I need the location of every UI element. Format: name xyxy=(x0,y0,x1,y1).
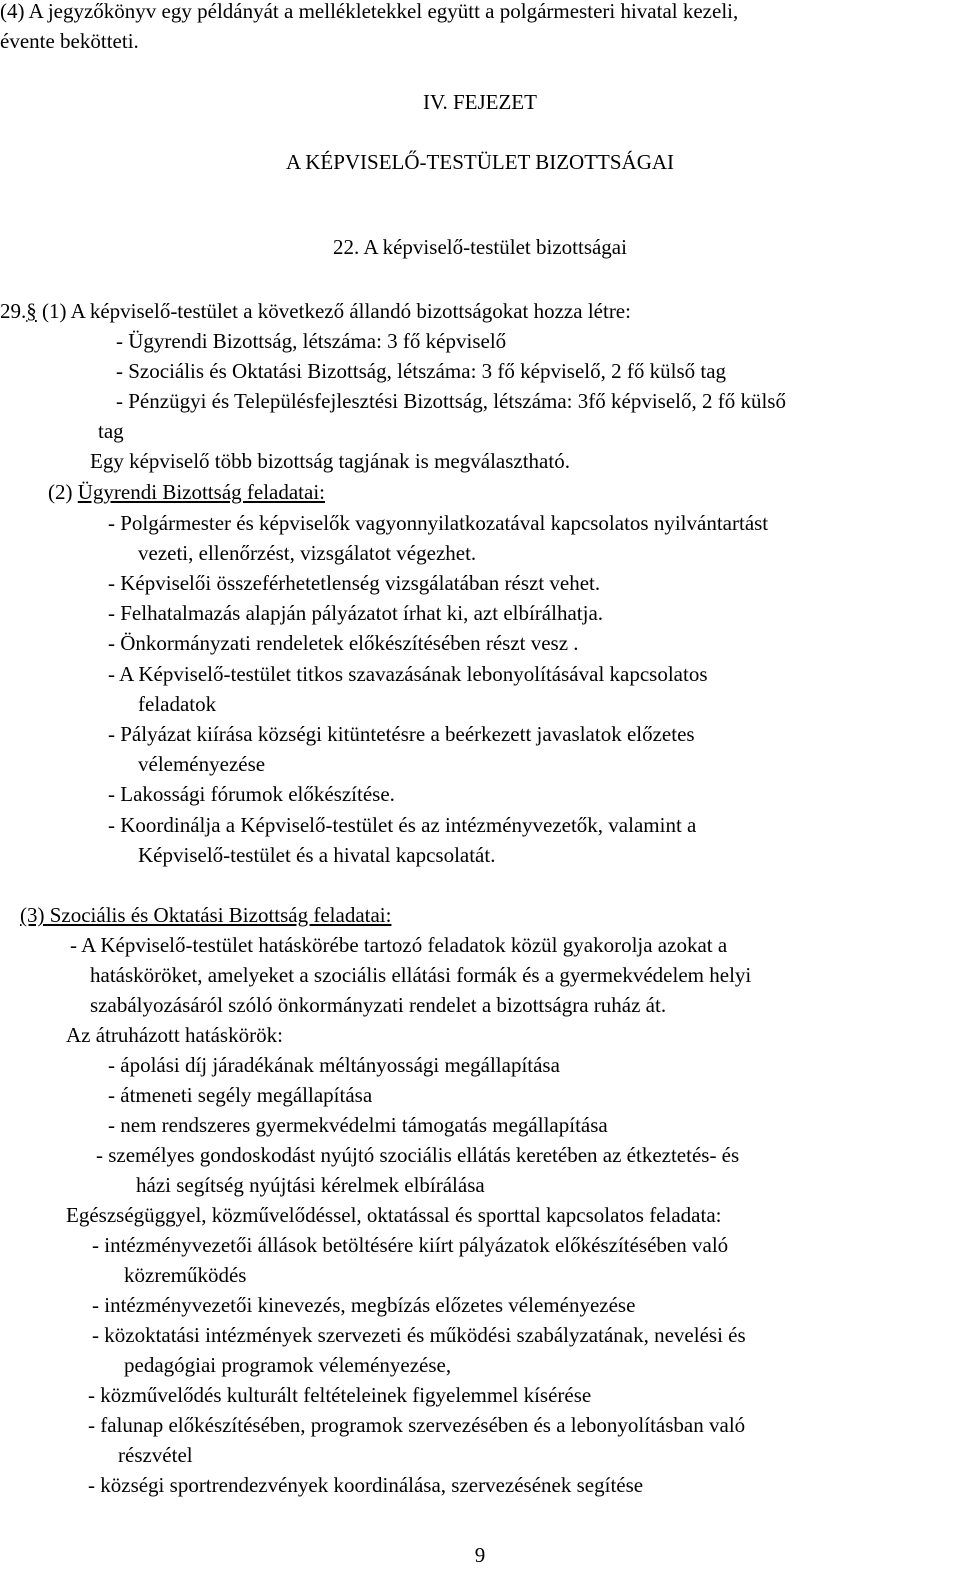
section-2-prefix: (2) xyxy=(48,480,78,504)
section-3-heading: (3) Szociális és Oktatási Bizottság feladatai: xyxy=(20,903,392,927)
health-item: - intézményvezetői kinevezés, megbízás előzetes véleményezése xyxy=(92,1293,636,1317)
section-2-title: Ügyrendi Bizottság feladatai: xyxy=(77,480,326,504)
task-line: - Felhatalmazás alapján pályázatot írhat ki, azt elbírálhatja. xyxy=(108,601,604,625)
committee-item-cont: tag xyxy=(98,419,124,443)
committee-item: - Ügyrendi Bizottság, létszáma: 3 fő képviselő xyxy=(116,329,507,353)
task-line-cont: vezeti, ellenőrzést, vizsgálatot végezhet. xyxy=(138,541,477,565)
transferred-label: Az átruházott hatáskörök: xyxy=(66,1023,283,1047)
health-item-cont: részvétel xyxy=(118,1443,193,1467)
task-line: - Pályázat kiírása községi kitüntetésre a beérkezett javaslatok előzetes xyxy=(108,722,695,746)
intro-line-2: évente bekötteti. xyxy=(0,29,139,53)
transferred-item: - nem rendszeres gyermekvédelmi támogatás megállapítása xyxy=(108,1113,608,1137)
task-line: - Önkormányzati rendeletek előkészítésében részt vesz . xyxy=(108,631,579,655)
para-number: 29. xyxy=(0,299,27,323)
committee-item: - Szociális és Oktatási Bizottság, létszáma: 3 fő képviselő, 2 fő külső tag xyxy=(116,359,727,383)
task-line: - A Képviselő-testület titkos szavazásának lebonyolításával kapcsolatos xyxy=(108,662,708,686)
health-item: - falunap előkészítésében, programok szervezésében és a lebonyolításban való xyxy=(88,1413,746,1437)
health-item: - intézményvezetői állások betöltésére kiírt pályázatok előkészítésében való xyxy=(92,1233,729,1257)
task-line: - Koordinálja a Képviselő-testület és az intézményvezetők, valamint a xyxy=(108,813,697,837)
transferred-item: - személyes gondoskodást nyújtó szociális ellátás keretében az étkeztetés- és xyxy=(96,1143,740,1167)
health-item: - közművelődés kulturált feltételeinek figyelemmel kísérése xyxy=(88,1383,592,1407)
health-item: - közoktatási intézmények szervezeti és működési szabályzatának, nevelési és xyxy=(92,1323,746,1347)
para-29-line xyxy=(0,296,631,326)
para-29-text: (1) A képviselő-testület a következő állandó bizottságokat hozza létre: xyxy=(36,299,631,323)
task-line: - Képviselői összeférhetetlenség vizsgálatában részt vehet. xyxy=(108,571,601,595)
task-line-cont: feladatok xyxy=(138,692,217,716)
section-title: 22. A képviselő-testület bizottságai xyxy=(333,235,627,259)
chapter-number: IV. FEJEZET xyxy=(423,90,537,114)
task-line-cont: véleményezése xyxy=(138,752,266,776)
transferred-item-cont: házi segítség nyújtási kérelmek elbírálása xyxy=(136,1173,485,1197)
section-3-intro: szabályozásáról szóló önkormányzati rendelet a bizottságra ruház át. xyxy=(90,993,667,1017)
section-symbol: § xyxy=(26,299,37,323)
health-label: Egészségüggyel, közművelődéssel, oktatással és sporttal kapcsolatos feladata: xyxy=(66,1203,722,1227)
task-line: - Lakossági fórumok előkészítése. xyxy=(108,782,395,806)
health-item-cont: közreműködés xyxy=(124,1263,247,1287)
health-item: - községi sportrendezvények koordinálása, szervezésének segítése xyxy=(88,1473,644,1497)
intro-line-1: (4) A jegyzőkönyv egy példányát a mellékletekkel együtt a polgármesteri hivatal kezeli, xyxy=(0,0,739,23)
task-line-cont: Képviselő-testület és a hivatal kapcsolatát. xyxy=(138,843,496,867)
transferred-item: - ápolási díj járadékának méltányossági megállapítása xyxy=(108,1053,560,1077)
committee-item: - Pénzügyi és Településfejlesztési Bizottság, létszáma: 3fő képviselő, 2 fő külső xyxy=(116,389,786,413)
page-number: 9 xyxy=(474,1543,486,1567)
section-3-intro: - A Képviselő-testület hatáskörébe tartozó feladatok közül gyakorolja azokat a xyxy=(70,933,728,957)
committee-note: Egy képviselő több bizottság tagjának is megválasztható. xyxy=(90,449,570,473)
section-3-intro: hatásköröket, amelyeket a szociális ellátási formák és a gyermekvédelem helyi xyxy=(90,963,752,987)
health-item-cont: pedagógiai programok véleményezése, xyxy=(124,1353,452,1377)
section-2-heading xyxy=(48,477,325,507)
chapter-title: A KÉPVISELŐ-TESTÜLET BIZOTTSÁGAI xyxy=(285,150,675,174)
task-line: - Polgármester és képviselők vagyonnyilatkozatával kapcsolatos nyilvántartást xyxy=(108,511,769,535)
transferred-item: - átmeneti segély megállapítása xyxy=(108,1083,373,1107)
